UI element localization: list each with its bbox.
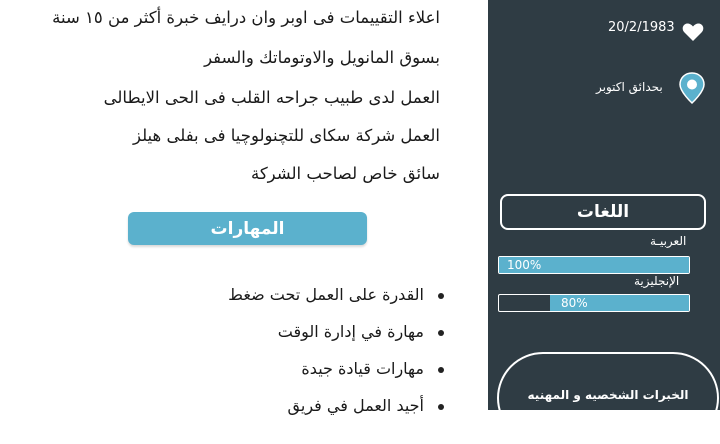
location-text: بحدائق اكتوبر (596, 80, 663, 94)
experience-line-2: بسوق المانويل والاوتوماتك والسفر (204, 48, 440, 67)
experience-line-4: العمل شركة سكاى للتچنولوچيا فى بفلى هيلز (132, 126, 440, 145)
bullet-icon (438, 367, 444, 373)
skill-item: مهارة في إدارة الوقت (278, 322, 444, 341)
experience-section-button[interactable]: الخبرات الشخصيه و المهنيه (497, 352, 719, 444)
location-pin-icon (678, 72, 706, 104)
skill-item: أجيد العمل في فريق (288, 396, 444, 415)
experience-line-3: العمل لدى طبيب جراحه القلب فى الحى الايطالى (103, 88, 440, 107)
birth-date: 20/2/1983 (608, 20, 675, 35)
experience-line-5: سائق خاص لصاحب الشركة (250, 164, 440, 183)
bullet-icon (438, 404, 444, 410)
language-bar-arabic (498, 256, 690, 274)
sidebar (488, 0, 720, 410)
skill-item: مهارات قيادة جيدة (301, 359, 444, 378)
skills-header: المهارات (128, 212, 367, 245)
languages-header: اللغات (500, 194, 706, 230)
language-name-arabic: العربيـة (650, 234, 687, 248)
language-bar-english (498, 294, 690, 312)
heart-icon (681, 20, 705, 44)
bullet-icon (438, 330, 444, 336)
skill-item: القدرة على العمل تحت ضغط (228, 285, 444, 304)
language-level-arabic: 100% (507, 258, 542, 272)
experience-line-1: اعلاء التقييمات فى اوبر وان درايف خبرة أكثر من ١٥ سنة (52, 8, 440, 27)
language-name-english: الإنجليزية (634, 274, 680, 288)
language-level-english: 80% (561, 296, 588, 310)
bullet-icon (438, 293, 444, 299)
